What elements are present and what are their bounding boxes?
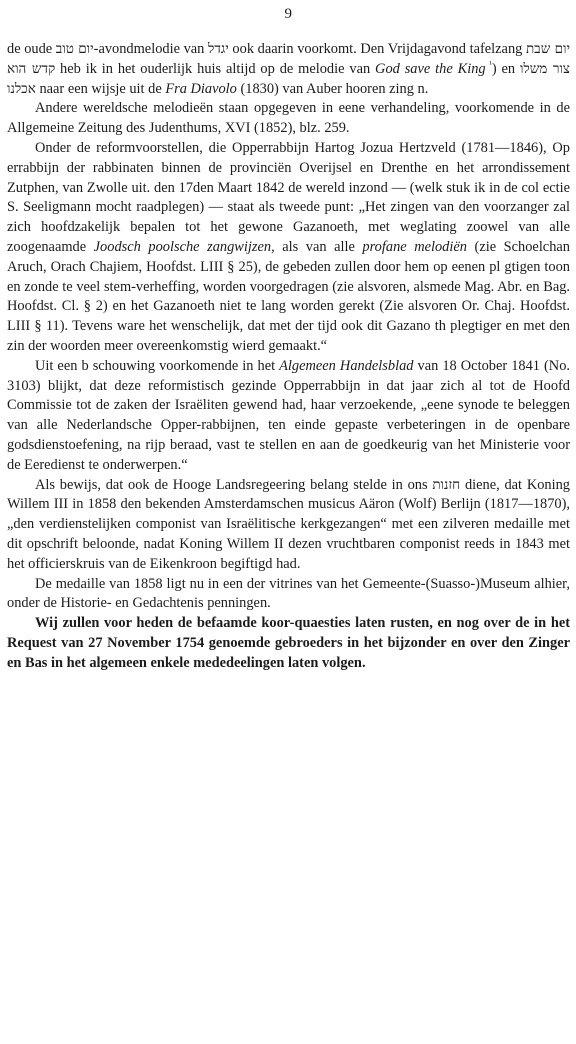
- text-run: Als bewijs, dat ook de Hooge Landsregeering belang stelde in ons: [35, 476, 433, 493]
- text-run: Wij zullen voor heden de befaamde koor-quaesties laten rusten, en nog over de in het Request van 27 November 1754 genoemde gebroeders in het bijzonder en over den Zinger en Bas in het algemeen enkele mededeelingen laten volgen.: [7, 615, 570, 671]
- text-run: , als van alle: [271, 238, 363, 255]
- body-text: [7, 40, 570, 674]
- hebrew-text: חזנות: [432, 476, 461, 493]
- italic-title: God save the King: [375, 60, 486, 77]
- paragraph: [7, 614, 570, 673]
- paragraph: [7, 575, 570, 615]
- paragraph: [7, 99, 570, 139]
- paragraph: [7, 357, 570, 476]
- paragraph: [7, 40, 570, 99]
- text-run: de oude: [7, 41, 56, 57]
- italic-title: Joodsch poolsche zangwijzen: [93, 238, 272, 255]
- text-run: -avondmelodie van: [93, 41, 208, 57]
- hebrew-text: יום טוב: [55, 41, 94, 57]
- hebrew-text: יום שבת קדש הוא: [7, 41, 570, 77]
- paragraph: [7, 139, 570, 357]
- hebrew-text: אכלנו: [7, 80, 36, 97]
- text-run: Uit een b schouwing voorkomende in het: [35, 357, 280, 374]
- hebrew-text: יגדל: [208, 41, 229, 57]
- text-run: ) en: [491, 60, 520, 77]
- hebrew-text: צור משלו: [519, 60, 571, 77]
- text-run: (1830) van Auber hooren zing n.: [236, 80, 429, 97]
- text-run: Andere wereldsche melodieën staan opgegeven in eene verhandeling, voorkomende in de Allgemeine Zeitung des Judenthums, XVI (1852), blz. 259.: [7, 100, 570, 137]
- text-run: diene, dat Koning Willem III in 1858 den bekenden Amsterdamschen musicus Aäron (Wolf) Berlijn (1817—1870), „den verdienstelijken componist van Israëlitische kerkgezangen“ met een zilveren medaille met dit opschrift beloonde, nadat Koning Willem II dezen vruchtbaren componist reeds in 1843 met het officierskruis van de Eikenkroon begiftigd had.: [7, 476, 570, 572]
- italic-title: Fra Diavolo: [165, 80, 237, 97]
- text-run: ook daarin voorkomt. Den Vrijdagavond tafelzang: [228, 41, 526, 57]
- italic-title: profane melodiën: [362, 238, 467, 255]
- text-run: Onder de reformvoorstellen, die Opperrabbijn Hartog Jozua Hertzveld (1781—1846), Op errabbijn der rabbinaten binnen de provinciën Overijsel en Drenthe en het arrondissement Zutphen, van Zwolle uit. den 17den Maart 1842 de wereld inzond — (welk stuk ik in de col ectie S. Seeligmann mocht raadplegen) — staat als tweede punt: „Het zingen van den voorzanger zal zich hoofdzakelijk bepalen tot het gewone Gazanoeth, met weglating zoowel van alle zoogenaamde: [7, 139, 570, 255]
- footnote-marker: ¹: [485, 59, 492, 69]
- text-run: De medaille van 1858 ligt nu in een der vitrines van het Gemeente-(Suasso-)Museum alhier, onder de Historie- en Gedachtenis penningen.: [7, 575, 570, 612]
- text-run: naar een wijsje uit de: [35, 80, 166, 97]
- paragraph: [7, 476, 570, 575]
- text-run: heb ik in het ouderlijk huis altijd op de melodie van: [55, 60, 376, 77]
- text-run: van 18 October 1841 (No. 3103) blijkt, dat deze reformistisch gezinde Opperrabbijn in dat jaar zich al tot de Hoofd Commissie tot de zaken der Israëliten gewend had, haar verzoekende, „eene synode te beleggen van alle Nederlandsche Opper-rabbijnen, ten einde gepaste verbeteringen in de openbare godsdienstoefening, na rijp beraad, vast te stellen en aan de goedkeurig van het Ministerie voor de Eeredienst te onderwerpen.“: [7, 357, 570, 473]
- italic-title: Algemeen Handelsblad: [279, 357, 414, 374]
- page-number: 9: [284, 6, 293, 22]
- text-run: (zie Schoelchan Aruch, Orach Chajiem, Hoofdst. LIII § 25), de gebeden zullen door hem op eenen pl gtigen toon en zonde te veel stem-verheffing, worden voorgedragen (zie alsvoren, alsmede Mag. Abr. en Bag. Hoofdst. Cl. § 2) en het Gazanoeth niet te lang worden gerekt (Zie alsvoren Or. Chaj. Hoofdst. LIII § 11). Tevens ware het wenschelijk, dat met der tijd ook dit Gazano th plegtiger en met den zin der woorden meer overeenkomstig wierd gemaakt.“: [7, 238, 570, 354]
